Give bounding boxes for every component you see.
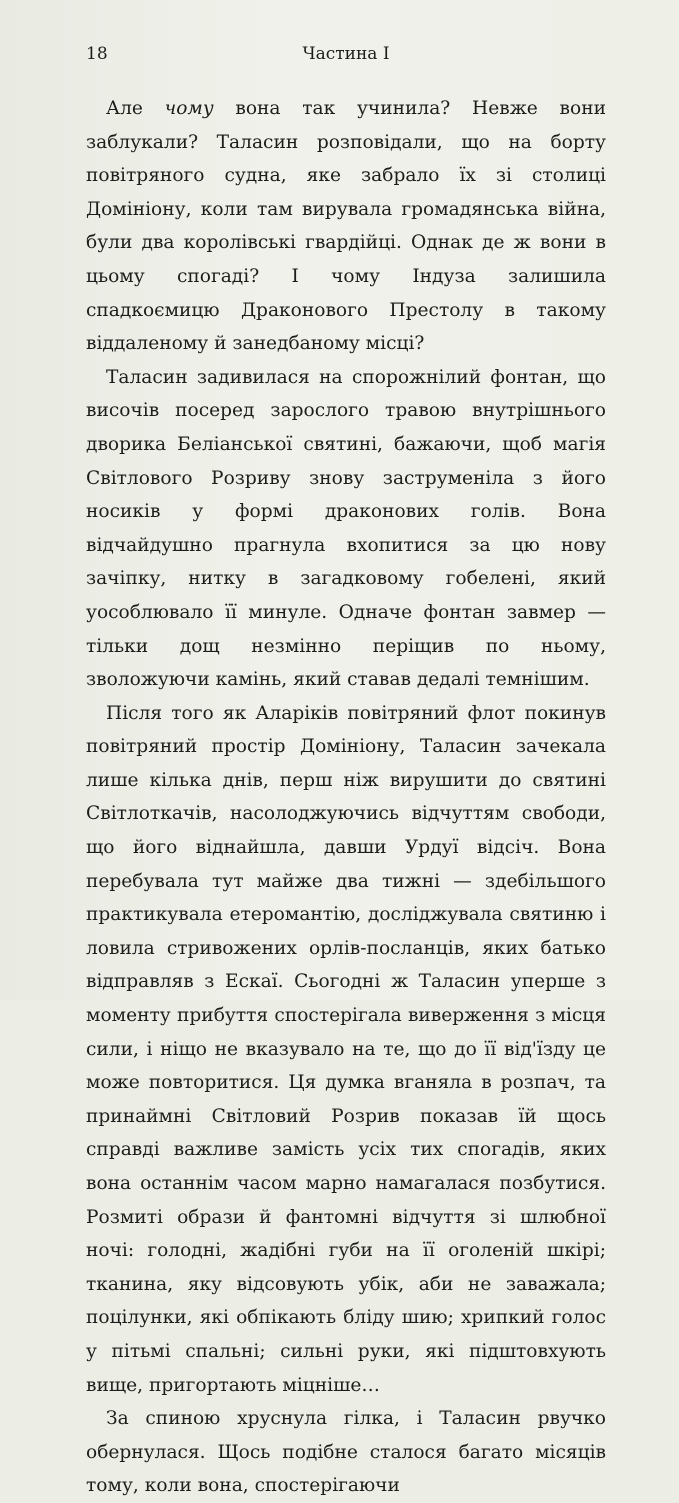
paragraph-3: Після того як Аларіків повітряний флот покинув повітряний простір Домініону, Таласин зачекала лише кілька днів, перш ніж вирушити до святині Світлоткачів, насолоджуючись відчуттям свободи, що його віднайшла, давши Урдуї відсіч. Вона перебувала тут майже два тижні — здебільшого практикувала етеромантію, досліджувала святиню і ловила стривожених орлів-посланців, яких батько відправляв з Ескаї. Сьогодні ж Таласин уперше з моменту прибуття спостерігала виверження з місця сили, і ніщо не вказувало на те, що до її від'їзду це може повторитися. Ця думка вганяла в розпач, та принаймні Світловий Розрив показав їй щось справді важливе замість усіх тих спогадів, яких вона останнім часом марно намагалася позбутися. Розмиті образи й фантомні відчуття зі шлюбної ночі: голодні, жадібні губи на її оголеній шкірі; тканина, яку відсовують убік, аби не заважала; поцілунки, які обпікають бліду шию; хрипкий голос у пітьмі спальні; сильні руки, які підштовхують вище, пригортають міцніше… [86, 702, 606, 1396]
paragraph-4: За спиною хруснула гілка, і Таласин рвучко обернулася. Щось подібне сталося багато місяців тому, коли вона, спостерігаючи [86, 1408, 606, 1497]
body-text [86, 92, 606, 1503]
paragraph-1-start: Але [106, 98, 165, 119]
running-head: Частина І [302, 44, 390, 64]
paragraph-2: Таласин задивилася на спорожнілий фонтан, що височів посеред зарослого травою внутрішнього дворика Беліанської святині, бажаючи, щоб магія Світлового Розриву знову заструменіла з його носиків у формі драконових голів. Вона відчайдушно прагнула вхопитися за цю нову зачіпку, нитку в загадковому гобелені, який уособлювало її минуле. Одначе фонтан завмер — тільки дощ незмінно періщив по ньому, зволожуючи камінь, який ставав дедалі темнішим. [86, 366, 606, 691]
paragraph-1 [86, 92, 606, 361]
page-number: 18 [86, 44, 108, 64]
paragraph-1-rest: вона так учинила? Невже вони заблукали? Таласин розповідали, що на борту повітряного судна, яке забрало їх зі столиці Домініону, коли там вирувала громадянська війна, були два королівські гвардійці. Однак де ж вони в цьому спогаді? І чому Індуза залишила спадкоємицю Драконового Престолу в такому віддаленому й занедбаному місці? [86, 98, 606, 355]
emphasis-word: чому [164, 98, 214, 119]
page-header [86, 44, 606, 70]
